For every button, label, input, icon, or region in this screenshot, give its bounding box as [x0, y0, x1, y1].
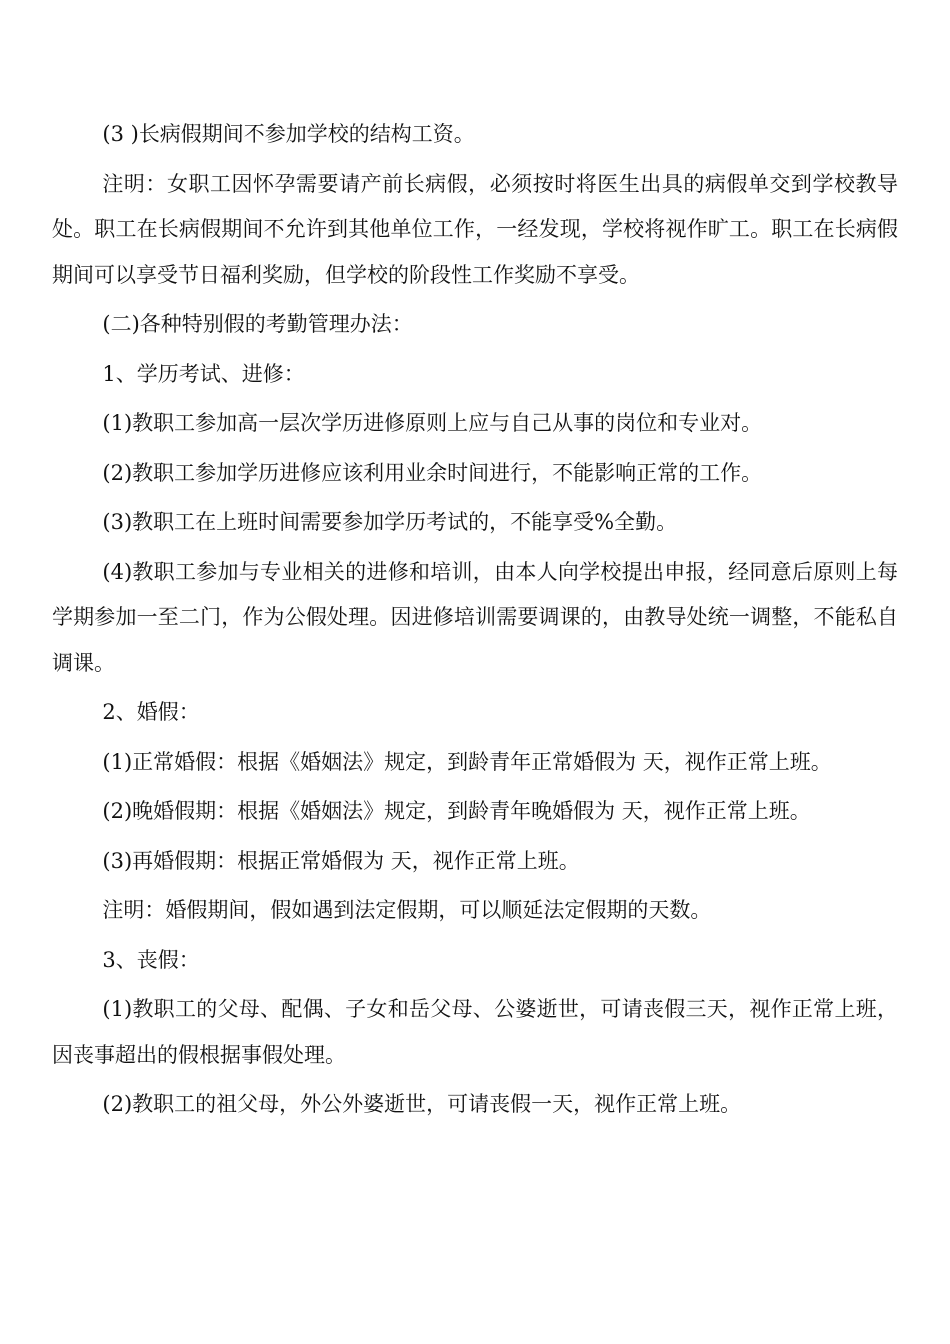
list-item-education-1: (1)教职工参加高一层次学历进修原则上应与自己从事的岗位和专业对。 — [102, 411, 763, 435]
list-item-marriage-1: (1)正常婚假：根据《婚姻法》规定，到龄青年正常婚假为 天，视作正常上班。 — [102, 749, 832, 774]
list-item-education-4: (4)教职工参加与专业相关的进修和培训，由本人向学校提出申报，经同意后原则上每学期参加一至二门，作为公假处理。因进修培训需要调课的，由教导处统一调整，不能私自调课。 — [52, 559, 898, 675]
document-body — [52, 112, 898, 1132]
paragraph-sick-leave-note: 注明：女职工因怀孕需要请产前长病假，必须按时将医生出具的病假单交到学校教导处。职工在长病假期间不允许到其他单位工作，一经发现，学校将视作旷工。职工在长病假期间可以享受节日福利奖励，但学校的阶段性工作奖励不享受。 — [52, 171, 898, 287]
list-item-marriage-3: (3)再婚假期：根据正常婚假为 天，视作正常上班。 — [102, 848, 580, 873]
subheading-education-exam: 1、学历考试、进修： — [102, 361, 305, 386]
subheading-bereavement-leave: 3、丧假： — [102, 947, 200, 972]
paragraph-marriage-note: 注明：婚假期间，假如遇到法定假期，可以顺延法定假期的天数。 — [102, 898, 712, 922]
list-item-education-2: (2)教职工参加学历进修应该利用业余时间进行，不能影响正常的工作。 — [102, 460, 763, 485]
list-item-bereavement-1: (1)教职工的父母、配偶、子女和岳父母、公婆逝世，可请丧假三天，视作正常上班，因丧事超出的假根据事假处理。 — [52, 997, 898, 1067]
list-item-bereavement-2: (2)教职工的祖父母，外公外婆逝世，可请丧假一天，视作正常上班。 — [102, 1092, 742, 1116]
list-item-marriage-2: (2)晚婚假期：根据《婚姻法》规定，到龄青年晚婚假为 天，视作正常上班。 — [102, 799, 811, 823]
paragraph-sick-leave-salary: (3 )长病假期间不参加学校的结构工资。 — [102, 122, 475, 146]
section-heading-special-leave: (二)各种特别假的考勤管理办法： — [102, 312, 413, 336]
list-item-education-3: (3)教职工在上班时间需要参加学历考试的，不能享受%全勤。 — [102, 510, 678, 534]
subheading-marriage-leave: 2、婚假： — [102, 700, 200, 724]
